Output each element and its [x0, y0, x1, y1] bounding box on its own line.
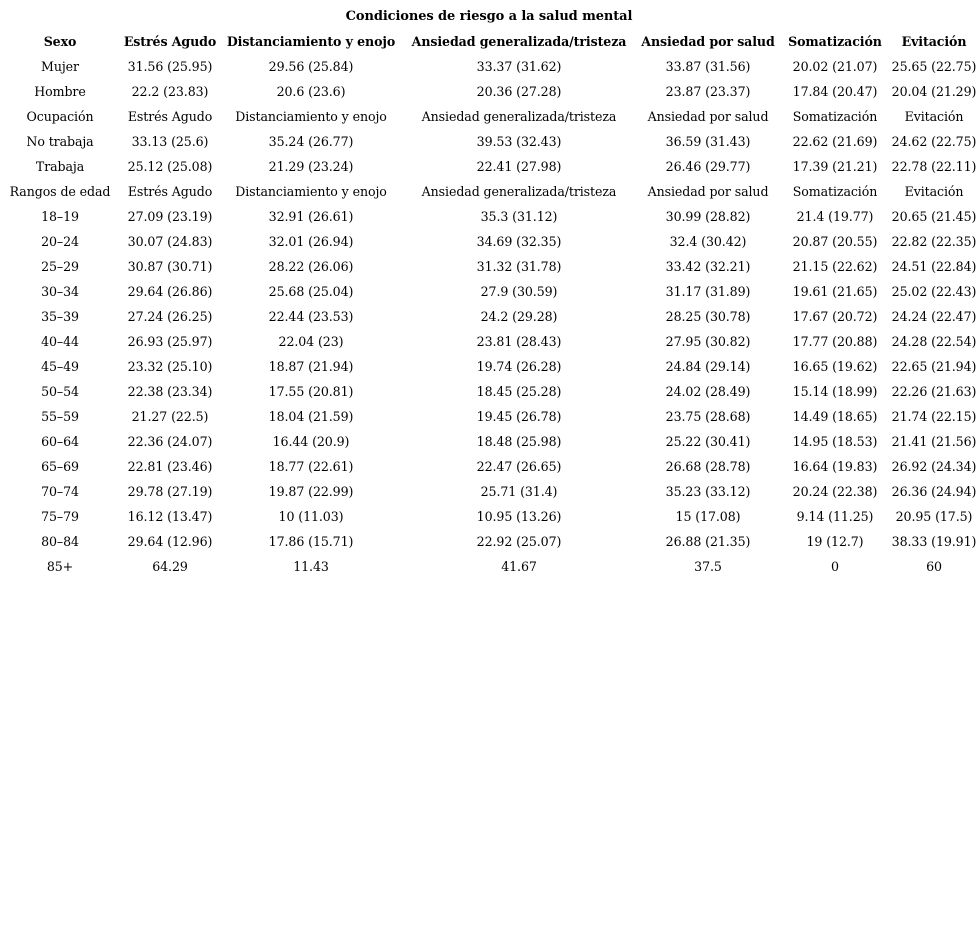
row-label: 45–49	[41, 359, 79, 374]
table-cell: 25.22 (30.41)	[665, 434, 751, 449]
row-label: Trabaja	[35, 159, 85, 174]
column-header: Evitación	[904, 109, 964, 124]
table-cell: 28.22 (26.06)	[268, 259, 354, 274]
row-label: 60–64	[41, 434, 79, 449]
table-cell: 22.82 (22.35)	[891, 234, 977, 249]
table-row	[0, 129, 978, 154]
table-cell: 30.87 (30.71)	[127, 259, 213, 274]
table-cell: 24.24 (22.47)	[891, 309, 977, 324]
table-cell: 24.84 (29.14)	[665, 359, 751, 374]
row-label: 40–44	[41, 334, 79, 349]
row-label: 50–54	[41, 384, 79, 399]
table-cell: 29.56 (25.84)	[268, 59, 354, 74]
table-cell: 10 (11.03)	[278, 509, 344, 524]
table-cell: 18.45 (25.28)	[476, 384, 562, 399]
sexo-header-label: Sexo	[43, 34, 77, 49]
table-cell: 19.87 (22.99)	[268, 484, 354, 499]
table-row	[0, 229, 978, 254]
table-cell: 15.14 (18.99)	[792, 384, 878, 399]
table-cell: 22.81 (23.46)	[127, 459, 213, 474]
table-row	[0, 329, 978, 354]
table-cell: 35.3 (31.12)	[480, 209, 558, 224]
table-cell: 28.25 (30.78)	[665, 309, 751, 324]
table-cell: 30.07 (24.83)	[127, 234, 213, 249]
ocupacion-header-row	[0, 104, 978, 129]
table-cell: 29.64 (26.86)	[127, 284, 213, 299]
table-cell: 36.59 (31.43)	[665, 134, 751, 149]
table-cell: 20.65 (21.45)	[891, 209, 977, 224]
table-cell: 21.15 (22.62)	[792, 259, 878, 274]
table-cell: 18.77 (22.61)	[268, 459, 354, 474]
column-header: Distanciamiento y enojo	[235, 109, 387, 124]
table-row	[0, 204, 978, 229]
column-header: Somatización	[788, 34, 882, 49]
table-cell: 23.81 (28.43)	[476, 334, 562, 349]
table-cell: 14.49 (18.65)	[792, 409, 878, 424]
sexo-header-row	[0, 29, 978, 54]
column-header: Ansiedad generalizada/tristeza	[421, 184, 617, 199]
table-row	[0, 404, 978, 429]
table-cell: 32.4 (30.42)	[669, 234, 747, 249]
table-cell: 17.86 (15.71)	[268, 534, 354, 549]
table-row	[0, 504, 978, 529]
table-cell: 20.02 (21.07)	[792, 59, 878, 74]
column-header: Distanciamiento y enojo	[226, 34, 396, 49]
table-cell: 22.44 (23.53)	[268, 309, 354, 324]
table-cell: 22.41 (27.98)	[476, 159, 562, 174]
table-cell: 22.26 (21.63)	[891, 384, 977, 399]
table-cell: 25.65 (22.75)	[891, 59, 977, 74]
table-cell: 24.02 (28.49)	[665, 384, 751, 399]
table-cell: 33.37 (31.62)	[476, 59, 562, 74]
row-label: 75–79	[41, 509, 79, 524]
table-cell: 39.53 (32.43)	[476, 134, 562, 149]
table-row	[0, 354, 978, 379]
table-cell: 31.56 (25.95)	[127, 59, 213, 74]
table-cell: 34.69 (32.35)	[476, 234, 562, 249]
table-cell: 21.27 (22.5)	[131, 409, 209, 424]
table-title: Condiciones de riesgo a la salud mental	[345, 9, 633, 24]
column-header: Estrés Agudo	[123, 34, 217, 49]
table-cell: 16.64 (19.83)	[792, 459, 878, 474]
table-cell: 37.5	[694, 559, 722, 574]
table-cell: 18.48 (25.98)	[476, 434, 562, 449]
table-cell: 24.62 (22.75)	[891, 134, 977, 149]
table-cell: 26.88 (21.35)	[665, 534, 751, 549]
table-cell: 22.92 (25.07)	[476, 534, 562, 549]
table-cell: 20.36 (27.28)	[476, 84, 562, 99]
table-cell: 22.38 (23.34)	[127, 384, 213, 399]
table-cell: 64.29	[152, 559, 188, 574]
table-cell: 33.42 (32.21)	[665, 259, 751, 274]
table-cell: 20.95 (17.5)	[895, 509, 973, 524]
table-row	[0, 279, 978, 304]
column-header: Ansiedad por salud	[647, 109, 769, 124]
table-cell: 38.33 (19.91)	[891, 534, 977, 549]
spreadsheet-sheet	[0, 4, 980, 579]
table-cell: 25.12 (25.08)	[127, 159, 213, 174]
row-label: No trabaja	[26, 134, 94, 149]
column-header: Distanciamiento y enojo	[235, 184, 387, 199]
table-cell: 25.71 (31.4)	[480, 484, 558, 499]
column-header: Evitación	[904, 184, 964, 199]
table-row	[0, 54, 978, 79]
table-cell: 26.46 (29.77)	[665, 159, 751, 174]
table-cell: 21.29 (23.24)	[268, 159, 354, 174]
table-cell: 17.39 (21.21)	[792, 159, 878, 174]
table-cell: 32.01 (26.94)	[268, 234, 354, 249]
table-cell: 24.28 (22.54)	[891, 334, 977, 349]
table-cell: 10.95 (13.26)	[476, 509, 562, 524]
table-cell: 19.61 (21.65)	[792, 284, 878, 299]
table-cell: 26.93 (25.97)	[127, 334, 213, 349]
table-cell: 16.65 (19.62)	[792, 359, 878, 374]
table-cell: 22.04 (23)	[278, 334, 344, 349]
table-cell: 25.68 (25.04)	[268, 284, 354, 299]
table-cell: 33.13 (25.6)	[131, 134, 209, 149]
table-cell: 17.55 (20.81)	[268, 384, 354, 399]
table-cell: 23.32 (25.10)	[127, 359, 213, 374]
column-header: Ansiedad generalizada/tristeza	[421, 109, 617, 124]
table-cell: 22.78 (22.11)	[891, 159, 977, 174]
row-label: 70–74	[41, 484, 79, 499]
table-cell: 18.87 (21.94)	[268, 359, 354, 374]
table-cell: 14.95 (18.53)	[792, 434, 878, 449]
table-row	[0, 154, 978, 179]
table-row	[0, 454, 978, 479]
row-label: 30–34	[41, 284, 79, 299]
column-header: Ansiedad por salud	[641, 34, 775, 49]
row-label: Mujer	[41, 59, 79, 74]
table-cell: 19.74 (26.28)	[476, 359, 562, 374]
table-cell: 19 (12.7)	[806, 534, 864, 549]
table-cell: 27.9 (30.59)	[480, 284, 558, 299]
table-cell: 23.87 (23.37)	[665, 84, 751, 99]
column-header: Somatización	[792, 109, 878, 124]
table-cell: 35.24 (26.77)	[268, 134, 354, 149]
table-cell: 20.04 (21.29)	[891, 84, 977, 99]
row-label: 18–19	[41, 209, 79, 224]
table-cell: 19.45 (26.78)	[476, 409, 562, 424]
table-cell: 22.47 (26.65)	[476, 459, 562, 474]
row-label: 35–39	[41, 309, 79, 324]
table-cell: 22.62 (21.69)	[792, 134, 878, 149]
table-body	[0, 4, 978, 579]
table-cell: 35.23 (33.12)	[665, 484, 751, 499]
table-cell: 32.91 (26.61)	[268, 209, 354, 224]
ocupacion-header-label: Ocupación	[26, 109, 94, 124]
row-label: 25–29	[41, 259, 79, 274]
rangos-de-edad-header-label: Rangos de edad	[9, 184, 111, 199]
table-row	[0, 479, 978, 504]
row-label: 65–69	[41, 459, 79, 474]
table-cell: 22.36 (24.07)	[127, 434, 213, 449]
table-cell: 33.87 (31.56)	[665, 59, 751, 74]
table-cell: 20.6 (23.6)	[276, 84, 346, 99]
column-header: Evitación	[901, 34, 967, 49]
table-row	[0, 79, 978, 104]
column-header: Estrés Agudo	[127, 184, 213, 199]
table-cell: 60	[926, 559, 942, 574]
table-cell: 27.24 (26.25)	[127, 309, 213, 324]
table-cell: 17.84 (20.47)	[792, 84, 878, 99]
table-cell: 17.67 (20.72)	[792, 309, 878, 324]
table-cell: 22.65 (21.94)	[891, 359, 977, 374]
row-label: Hombre	[34, 84, 86, 99]
column-header: Ansiedad generalizada/tristeza	[411, 34, 627, 49]
table-row	[0, 304, 978, 329]
table-row	[0, 554, 978, 579]
column-header: Somatización	[792, 184, 878, 199]
table-cell: 26.92 (24.34)	[891, 459, 977, 474]
table-cell: 18.04 (21.59)	[268, 409, 354, 424]
table-cell: 9.14 (11.25)	[796, 509, 874, 524]
table-row	[0, 529, 978, 554]
table-cell: 22.2 (23.83)	[131, 84, 209, 99]
table-row	[0, 379, 978, 404]
table-cell: 24.51 (22.84)	[891, 259, 977, 274]
table-cell: 11.43	[293, 559, 329, 574]
title-row	[0, 4, 978, 29]
table-cell: 15 (17.08)	[675, 509, 741, 524]
table-cell: 25.02 (22.43)	[891, 284, 977, 299]
table-cell: 31.17 (31.89)	[665, 284, 751, 299]
table-cell: 16.12 (13.47)	[127, 509, 213, 524]
table-row	[0, 254, 978, 279]
table-cell: 29.64 (12.96)	[127, 534, 213, 549]
table-cell: 26.36 (24.94)	[891, 484, 977, 499]
row-label: 80–84	[41, 534, 79, 549]
table-cell: 21.41 (21.56)	[891, 434, 977, 449]
table-cell: 26.68 (28.78)	[665, 459, 751, 474]
column-header: Ansiedad por salud	[647, 184, 769, 199]
table-cell: 16.44 (20.9)	[272, 434, 350, 449]
rangos-de-edad-header-row	[0, 179, 978, 204]
table-cell: 41.67	[501, 559, 537, 574]
table-cell: 23.75 (28.68)	[665, 409, 751, 424]
table-cell: 20.87 (20.55)	[792, 234, 878, 249]
table-cell: 30.99 (28.82)	[665, 209, 751, 224]
table-cell: 24.2 (29.28)	[480, 309, 558, 324]
table-cell: 31.32 (31.78)	[476, 259, 562, 274]
table-cell: 21.4 (19.77)	[796, 209, 874, 224]
row-label: 85+	[46, 559, 74, 574]
row-label: 20–24	[41, 234, 79, 249]
table-cell: 0	[831, 559, 839, 574]
table-cell: 27.95 (30.82)	[665, 334, 751, 349]
table-cell: 21.74 (22.15)	[891, 409, 977, 424]
table-cell: 29.78 (27.19)	[127, 484, 213, 499]
table-cell: 17.77 (20.88)	[792, 334, 878, 349]
row-label: 55–59	[41, 409, 79, 424]
table-row	[0, 429, 978, 454]
risk-table	[0, 4, 978, 579]
column-header: Estrés Agudo	[127, 109, 213, 124]
table-cell: 27.09 (23.19)	[127, 209, 213, 224]
table-cell: 20.24 (22.38)	[792, 484, 878, 499]
